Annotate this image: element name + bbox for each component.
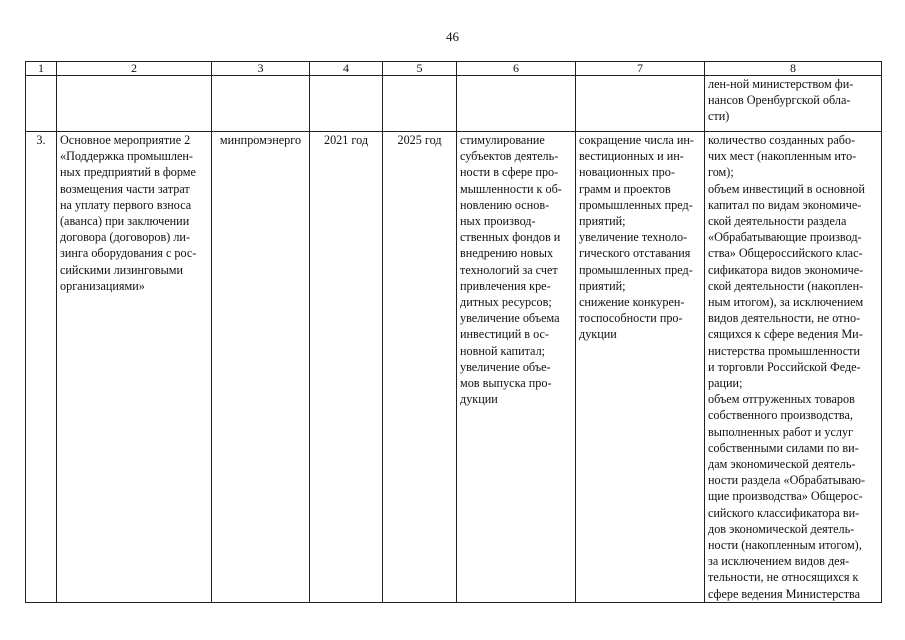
header-col-7: 7 xyxy=(576,62,705,76)
table-row xyxy=(26,132,882,603)
program-table xyxy=(25,61,882,603)
header-col-2: 2 xyxy=(57,62,212,76)
indicators: количество созданных рабо- чих мест (накопленным ито- гом); объем инвестиций в основной капитал по видам экономиче- ской деятельности раздела «Обрабатывающие производ- ства» Общероссийского клас- сификатора видов экономиче- ской деятельности (накоплен- ным итогом), за исключением видов деятельности, не отно- сящихся к сфере ведения Ми- нистерства промышленности и торговли Российской Феде- рации; объем отгруженных товаров собственного производства, выполненных работ и услуг собственными силами по ви- дам экономической деятель- ности раздела «Обрабатываю- щие производства» Общерос- сийского классификатора ви- дов экономической деятель- ности (накопленным итогом), за исключением видов дея- тельности, не относящихся к сфере ведения Министерства xyxy=(705,132,882,603)
expected-result: стимулирование субъектов деятель- ности в сфере про- мышленности к об- новлению основ- ных производ- ственных фондов и внедрению новых технологий за счет привлечения кре- дитных ресурсов; увеличение объема инвестиций в ос- новной капитал; увеличение объе- мов выпуска про- дукции xyxy=(457,132,576,603)
cont-cell-2 xyxy=(57,76,212,132)
cont-cell-4 xyxy=(310,76,383,132)
consequences: сокращение числа ин- вестиционных и ин- новационных про- грамм и проектов промышленных пред- приятий; увеличение техноло- гического отставания промышленных пред- приятий; снижение конкурен- тоспособности про- дукции xyxy=(576,132,705,603)
cont-cell-5 xyxy=(383,76,457,132)
cont-cell-1 xyxy=(26,76,57,132)
executor: минпромэнерго xyxy=(212,132,310,603)
header-col-1: 1 xyxy=(26,62,57,76)
header-col-6: 6 xyxy=(457,62,576,76)
header-row xyxy=(26,62,882,76)
continuation-row xyxy=(26,76,882,132)
cont-cell-8: лен-ной министерством фи- нансов Оренбургской обла- сти) xyxy=(705,76,882,132)
start-year: 2021 год xyxy=(310,132,383,603)
header-col-5: 5 xyxy=(383,62,457,76)
header-col-8: 8 xyxy=(705,62,882,76)
page-number: 46 xyxy=(446,29,459,44)
header-col-4: 4 xyxy=(310,62,383,76)
row-number: 3. xyxy=(26,132,57,603)
end-year: 2025 год xyxy=(383,132,457,603)
cont-cell-7 xyxy=(576,76,705,132)
measure-name: Основное мероприятие 2 «Поддержка промышлен- ных предприятий в форме возмещения части затрат на уплату первого взноса (аванса) при заключении договора (договоров) ли- зинга оборудования с рос- сийскими лизинговыми организациями» xyxy=(57,132,212,603)
cont-cell-3 xyxy=(212,76,310,132)
header-col-3: 3 xyxy=(212,62,310,76)
cont-cell-6 xyxy=(457,76,576,132)
